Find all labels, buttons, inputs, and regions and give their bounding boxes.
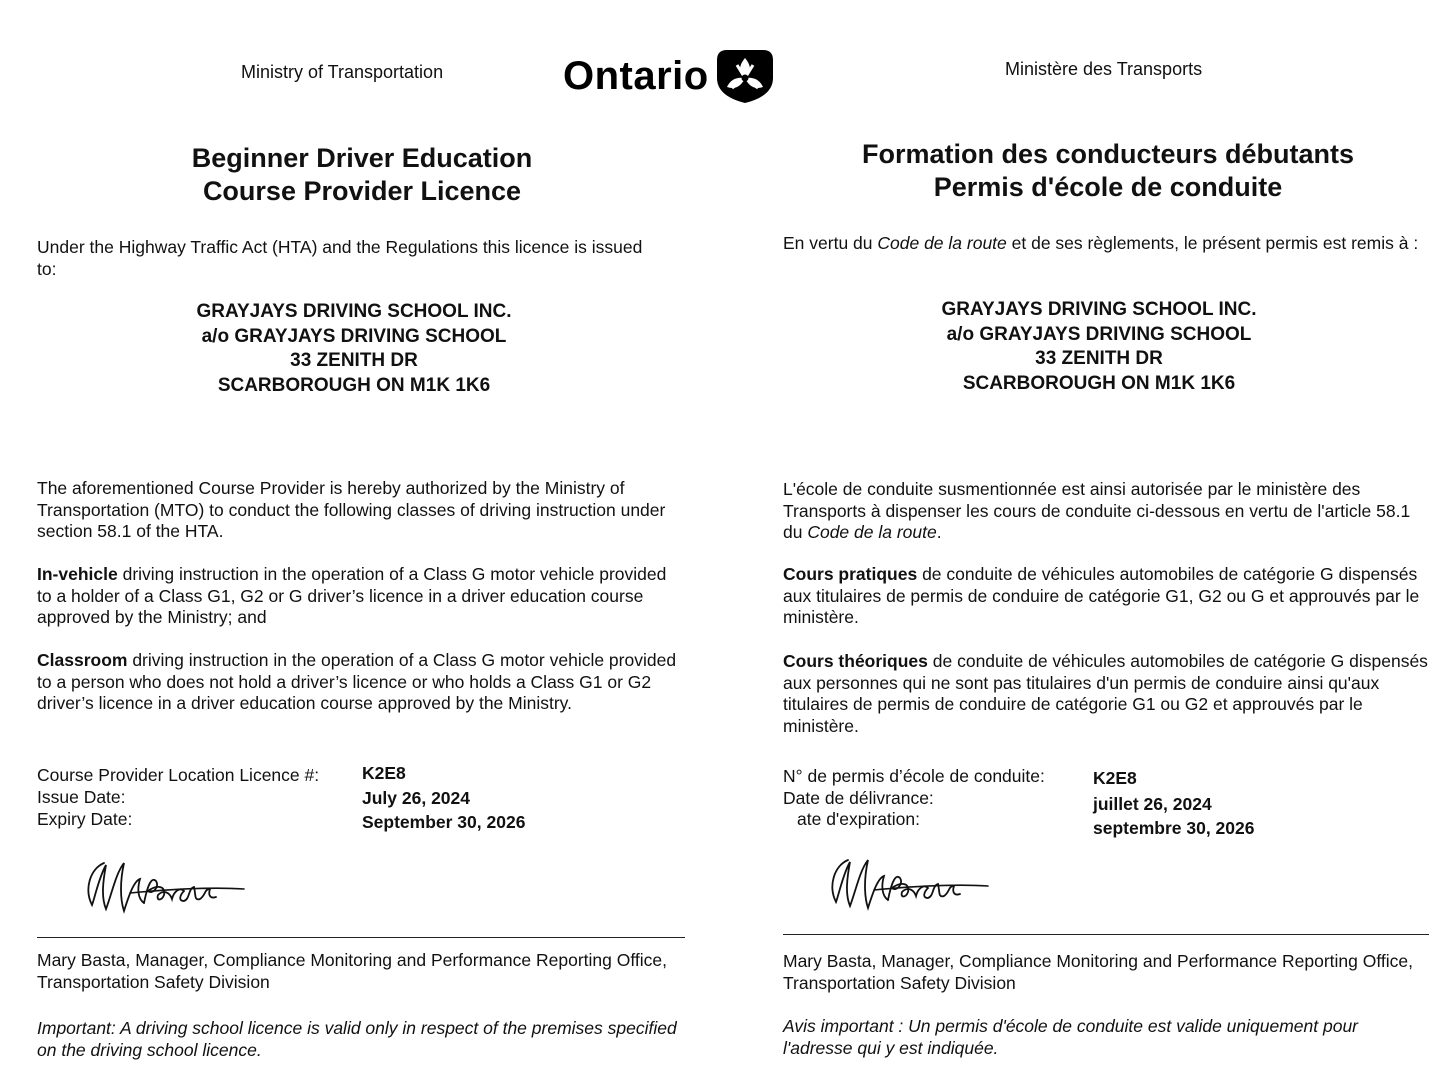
title-line1: Formation des conducteurs débutants — [861, 139, 1355, 169]
theory-text: de conduite de véhicules automobiles de catégorie G dispensés aux personnes qui ne sont pas titulaires d'un permis de conduire ainsi qu'aux titulaires de permis de conduire de catégorie G1 ou G2 et approuvés par le ministère. — [783, 651, 1428, 736]
title-en — [37, 142, 687, 208]
authorization-text — [783, 479, 1431, 544]
invehicle-paragraph — [37, 564, 685, 629]
ministry-name-fr: Ministère des Transports — [1005, 59, 1203, 79]
issue-date-value: juillet 26, 2024 — [1093, 794, 1212, 814]
code-de-la-route: Code de la route — [807, 522, 937, 542]
title-line1: Beginner Driver Education — [191, 143, 533, 173]
signatory-text: Mary Basta, Manager, Compliance Monitoring and Performance Reporting Office, Transportation Safety Division — [37, 950, 667, 992]
ontario-logo — [563, 48, 775, 104]
expiry-date-label: Expiry Date: — [37, 809, 133, 829]
practical-text: de conduite de véhicules automobiles de catégorie G dispensés aux titulaires de permis de conduire de catégorie G1, G2 ou G et approuvés par le ministère. — [783, 564, 1420, 627]
address-line: GRAYJAYS DRIVING SCHOOL INC. — [196, 301, 512, 322]
title-line2: Permis d'école de conduite — [933, 172, 1283, 202]
issued-to-text: Under the Highway Traffic Act (HTA) and the Regulations this licence is issued to: — [37, 237, 643, 279]
practical-heading: Cours pratiques — [783, 564, 918, 584]
authorized-suffix: . — [936, 522, 942, 542]
ministry-name-en: Ministry of Transportation — [241, 62, 444, 82]
ontario-wordmark: Ontario — [563, 53, 709, 98]
address-line: 33 ZENITH DR — [1035, 348, 1163, 369]
signature-line — [37, 937, 685, 938]
trillium-icon — [715, 48, 775, 104]
issued-suffix: et de ses règlements, le présent permis est remis à : — [1006, 233, 1419, 253]
authorized-prefix: L'école de conduite susmentionnée est ainsi autorisée par le ministère des Transports à dispenser les cours de conduite ci-dessous en vertu de l'article 58.1 du — [783, 479, 1411, 542]
licence-number-label: N° de permis d’école de conduite: — [783, 766, 1045, 786]
issued-prefix: En vertu du — [783, 233, 878, 253]
expiry-date-value: September 30, 2026 — [362, 812, 526, 832]
practical-paragraph — [783, 564, 1431, 629]
signature-image — [826, 852, 991, 914]
expiry-date-label: ate d'expiration: — [797, 809, 921, 829]
classroom-paragraph — [37, 650, 685, 715]
address-line: a/o GRAYJAYS DRIVING SCHOOL — [946, 323, 1252, 345]
address-line: a/o GRAYJAYS DRIVING SCHOOL — [201, 325, 507, 347]
theory-paragraph — [783, 651, 1431, 737]
expiry-date-value: septembre 30, 2026 — [1093, 818, 1255, 838]
authorization-text: The aforementioned Course Provider is hereby authorized by the Ministry of Transportation (MTO) to conduct the following classes of driving instruction under section 58.1 of the HTA. — [37, 478, 666, 541]
signature-image — [82, 855, 247, 917]
address-line: SCARBOROUGH ON M1K 1K6 — [962, 372, 1236, 394]
licence-number-value: K2E8 — [1093, 768, 1137, 788]
classroom-heading: Classroom — [37, 650, 128, 670]
important-notice: Important: A driving school licence is valid only in respect of the premises specified on the driving school licence. — [37, 1018, 677, 1060]
address-block — [37, 300, 671, 398]
issued-to-text — [783, 233, 1423, 255]
licence-number-label: Course Provider Location Licence #: — [37, 765, 320, 785]
title-line2: Course Provider Licence — [202, 176, 522, 206]
code-de-la-route: Code de la route — [877, 233, 1007, 253]
address-line: GRAYJAYS DRIVING SCHOOL INC. — [941, 299, 1257, 320]
theory-heading: Cours théoriques — [783, 651, 928, 671]
invehicle-text: driving instruction in the operation of a Class G motor vehicle provided to a holder of a Class G1, G2 or G driver’s licence in a driver education course approved by the Ministry; and — [37, 564, 667, 627]
title-fr — [783, 138, 1433, 204]
issue-date-label: Date de délivrance: — [783, 788, 934, 808]
invehicle-heading: In-vehicle — [37, 564, 118, 584]
issue-date-label: Issue Date: — [37, 787, 126, 807]
address-block — [783, 298, 1415, 396]
address-line: SCARBOROUGH ON M1K 1K6 — [217, 374, 491, 396]
classroom-text: driving instruction in the operation of a Class G motor vehicle provided to a person who does not hold a driver’s licence or who holds a Class G1 or G2 driver’s licence in a driver education course approved by the Ministry. — [37, 650, 677, 713]
address-line: 33 ZENITH DR — [290, 350, 418, 371]
signature-line — [783, 934, 1429, 935]
signatory-text: Mary Basta, Manager, Compliance Monitoring and Performance Reporting Office, Transportation Safety Division — [783, 951, 1413, 993]
licence-number-value: K2E8 — [362, 763, 406, 783]
important-notice: Avis important : Un permis d'école de conduite est valide uniquement pour l'adresse qui y est indiquée. — [783, 1016, 1359, 1058]
issue-date-value: July 26, 2024 — [362, 788, 470, 808]
